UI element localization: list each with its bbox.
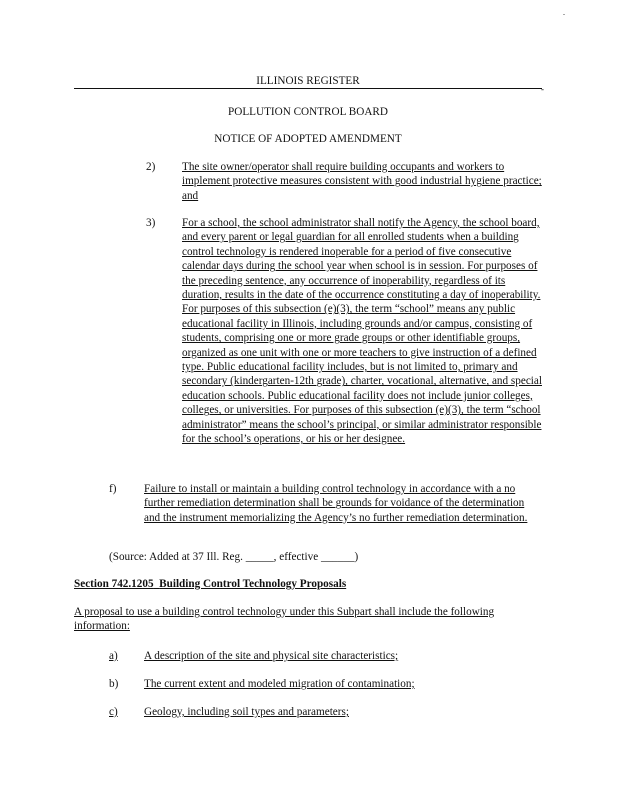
header-corner-mark: - xyxy=(541,84,544,94)
subsection-f-label: f) xyxy=(109,483,117,495)
register-heading: ILLINOIS REGISTER xyxy=(256,75,360,87)
item-3-number: 3) xyxy=(146,217,156,229)
section-heading xyxy=(74,577,544,591)
scan-dot-mark: . xyxy=(563,8,565,17)
list-item-b-text: The current extent and modeled migration of contamination; xyxy=(144,678,415,690)
notice-heading: NOTICE OF ADOPTED AMENDMENT xyxy=(214,133,402,145)
section-intro: A proposal to use a building control technology under this Subpart shall include the following information: xyxy=(74,606,495,633)
header-rule xyxy=(74,88,542,89)
list-item-a-label: a) xyxy=(109,650,118,662)
list-item-a-text: A description of the site and physical site characteristics; xyxy=(144,650,399,662)
item-3-text: For a school, the school administrator shall notify the Agency, the school board, and every parent or legal guardian for all enrolled students when a building control technology is rendered inoperable for a period of five consecutive calendar days during the school year when school is in session. For purposes of the preceding sentence, any occurrence of inoperability, regardless of its duration, results in the date of the occurrence constituting a day of inoperability. For purposes of this subsection (e)(3), the term “school” means any public educational facility in Illinois, including grounds and/or campus, consisting of students, comprising one or more grade groups or other identifiable groups, organized as one unit with one or more teachers to give instruction of a defined type. Public educational facility includes, but is not limited to, primary and secondary (kindergarten-12th grade), charter, vocational, alternative, and special education schools. Public educational facility does not include junior colleges, colleges, or universities. For purposes of this subsection (e)(3), the term “school administrator” means the school’s principal, or similar administrator responsible for the school’s operations, or his or her designee. xyxy=(182,217,542,446)
list-item-c-text: Geology, including soil types and parameters; xyxy=(144,706,349,718)
section-title: Building Control Technology Proposals xyxy=(159,578,347,590)
list-item-b-label: b) xyxy=(109,678,119,690)
list-item-c-label: c) xyxy=(109,706,118,718)
subsection-f-text: Failure to install or maintain a building control technology in accordance with a no further remediation determination shall be grounds for voidance of the determination and the instrument memorializing the Agency’s no further remediation determination. xyxy=(144,483,528,524)
board-heading: POLLUTION CONTROL BOARD xyxy=(228,106,388,118)
item-2-number: 2) xyxy=(146,161,156,173)
source-note: (Source: Added at 37 Ill. Reg. _____, effective ______) xyxy=(109,551,359,563)
item-2-text: The site owner/operator shall require building occupants and workers to implement protective measures consistent with good industrial hygiene practice; and xyxy=(182,161,542,202)
section-number: Section 742.1205 xyxy=(74,578,154,590)
